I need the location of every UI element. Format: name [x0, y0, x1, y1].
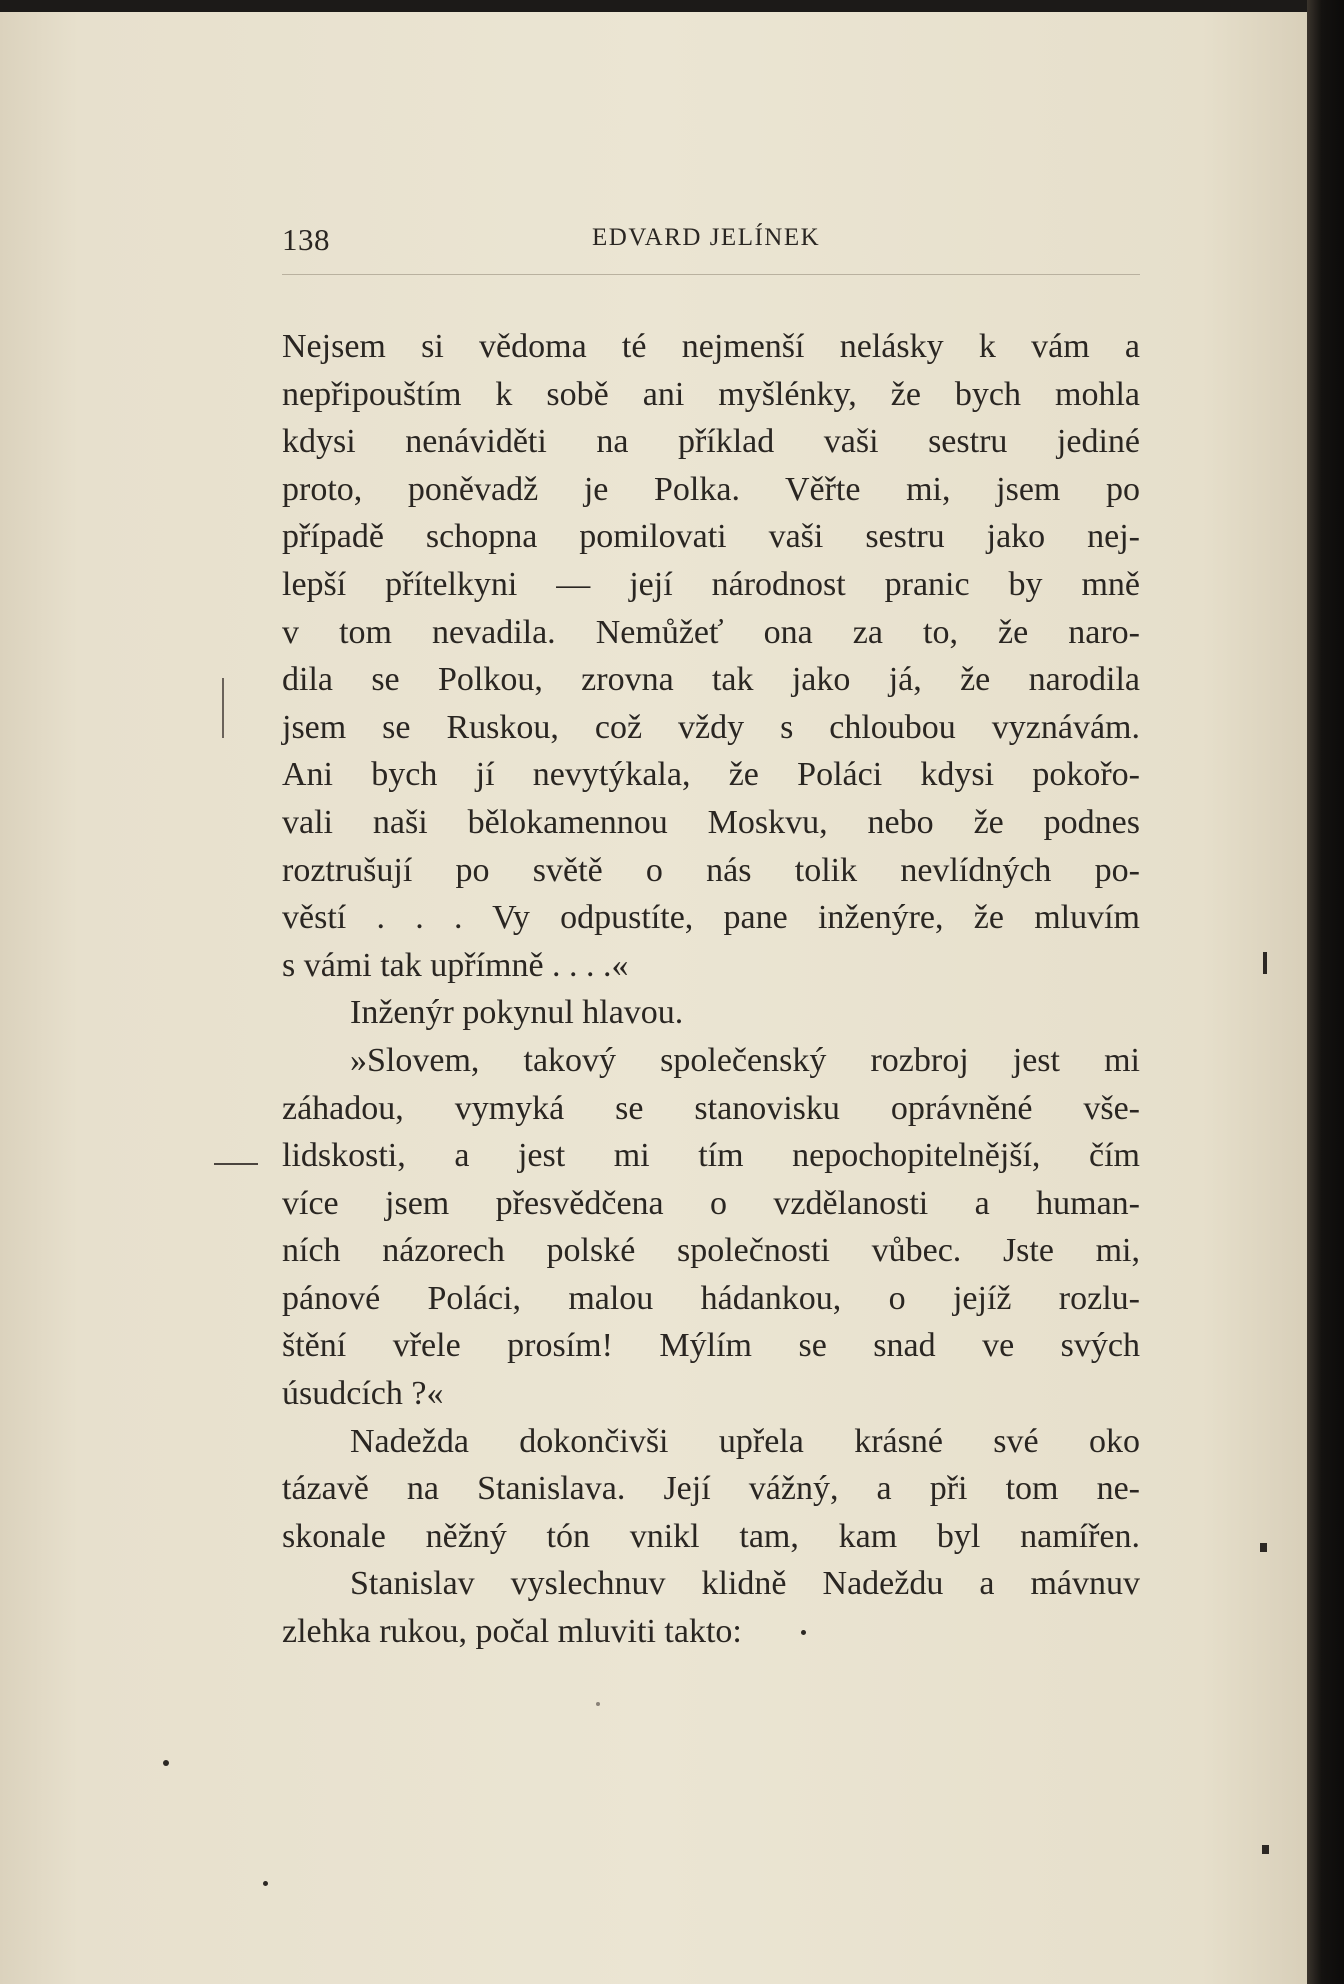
margin-mark	[1263, 952, 1267, 974]
text-line: pánové Poláci, malou hádankou, o jejíž rozlu-	[282, 1279, 1140, 1317]
text-line: Nejsem si vědoma té nejmenší nelásky k vám a	[282, 328, 1140, 365]
margin-mark	[1260, 1543, 1267, 1552]
page-number: 138	[282, 222, 330, 257]
margin-mark	[222, 678, 224, 738]
book-binding-edge	[1307, 0, 1344, 1984]
text-line: vali naši bělokamennou Moskvu, nebo že podnes	[282, 803, 1140, 841]
text-line: lepší přítelkyni — její národnost pranic by mně	[282, 565, 1140, 603]
text-line: tázavě na Stanislava. Její vážný, a při tom ne-	[282, 1470, 1140, 1508]
text-line: dila se Polkou, zrovna tak jako já, že narodila	[282, 661, 1140, 699]
text-line: v tom nevadila. Nemůžeť ona za to, že naro-	[282, 613, 1140, 651]
scan-top-edge	[0, 0, 1344, 12]
text-line: s vámi tak upřímně . . . .«	[282, 946, 629, 984]
scan-speck	[163, 1760, 169, 1766]
text-line: případě schopna pomilovati vaši sestru jako nej-	[282, 518, 1140, 556]
text-line: nepřipouštím k sobě ani myšlénky, že bych mohla	[282, 375, 1140, 413]
text-line: »Slovem, takový společenský rozbroj jest mi	[350, 1041, 1140, 1079]
text-line: ních názorech polské společnosti vůbec. Jste mi,	[282, 1232, 1140, 1270]
text-line: záhadou, vymyká se stanovisku oprávněné vše-	[282, 1089, 1140, 1127]
text-line: lidskosti, a jest mi tím nepochopitelnější, čím	[282, 1137, 1140, 1175]
text-line: proto, poněvadž je Polka. Věřte mi, jsem po	[282, 470, 1140, 508]
text-line: věstí . . . Vy odpustíte, pane inženýre, že mluvím	[282, 899, 1140, 937]
margin-mark	[214, 1163, 258, 1165]
text-line: Ani bych jí nevytýkala, že Poláci kdysi pokořo-	[282, 756, 1140, 794]
body-text	[282, 323, 1140, 1656]
text-line: Inženýr pokynul hlavou.	[350, 994, 684, 1032]
page-header	[282, 222, 1140, 262]
text-line: zlehka rukou, počal mluviti takto:	[282, 1613, 742, 1651]
scan-speck	[263, 1881, 268, 1886]
header-rule	[282, 274, 1140, 275]
scan-speck	[596, 1702, 600, 1706]
text-line: jsem se Ruskou, což vždy s chloubou vyznávám.	[282, 708, 1140, 746]
text-line: štění vřele prosím! Mýlím se snad ve svých	[282, 1327, 1140, 1365]
text-line: kdysi nenáviděti na příklad vaši sestru jediné	[282, 423, 1140, 461]
text-line: úsudcích ?«	[282, 1375, 444, 1413]
text-line: roztrušují po světě o nás tolik nevlídných po-	[282, 851, 1140, 889]
margin-mark	[1262, 1845, 1269, 1854]
text-line: Stanislav vyslechnuv klidně Nadeždu a mávnuv	[350, 1565, 1140, 1603]
text-line: více jsem přesvědčena o vzdělanosti a human-	[282, 1184, 1140, 1222]
scan-speck	[801, 1630, 806, 1635]
text-line: skonale něžný tón vnikl tam, kam byl namířen.	[282, 1517, 1140, 1555]
running-head: EDVARD JELÍNEK	[592, 224, 821, 251]
text-line: Nadežda dokončivši upřela krásné své oko	[350, 1422, 1140, 1460]
